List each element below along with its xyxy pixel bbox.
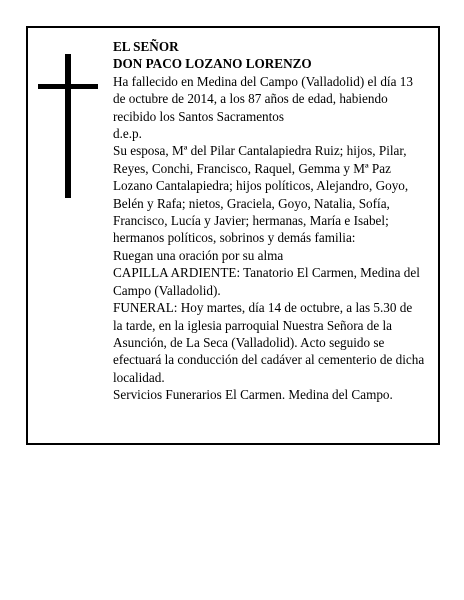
death-announcement: Ha fallecido en Medina del Campo (Valladolid) el día 13 de octubre de 2014, a los 87 años de edad, habiendo recibido los Santos Sacramentos bbox=[113, 73, 413, 124]
cross-vertical-bar bbox=[65, 54, 71, 198]
heading-title: EL SEÑOR bbox=[113, 39, 179, 54]
obituary-text bbox=[113, 38, 425, 404]
prayer-request: Ruegan una oración por su alma bbox=[113, 247, 284, 263]
funeral-info: FUNERAL: Hoy martes, día 14 de octubre, a las 5.30 de la tarde, en la iglesia parroquial Nuestra Señora de la Asunción, de La Seca (Valladolid). Acto seguido se efectuará la conducción del cadáver al cementerio de dicha localidad. bbox=[113, 300, 425, 385]
deceased-name: DON PACO LOZANO LORENZO bbox=[113, 56, 312, 72]
family-list: Su esposa, Mª del Pilar Cantalapiedra Ruiz; hijos, Pilar, Reyes, Conchi, Francisco, Raquel, Gemma y Mª Paz Lozano Cantalapiedra; hijos políticos, Alejandro, Goyo, Belén y Rafa; nietos, Graciela, Goyo, Natalia, Sofía, Francisco, Lucía y Javier; hermanas, María e Isabel; hermanos políticos, sobrinos y demás familia: bbox=[113, 143, 409, 246]
cross-horizontal-bar bbox=[38, 84, 98, 89]
cross-icon bbox=[38, 54, 98, 198]
chapel-info: CAPILLA ARDIENTE: Tanatorio El Carmen, Medina del Campo (Valladolid). bbox=[113, 265, 420, 298]
dep-abbreviation: d.e.p. bbox=[113, 126, 142, 142]
funeral-services: Servicios Funerarios El Carmen. Medina del Campo. bbox=[113, 387, 393, 403]
